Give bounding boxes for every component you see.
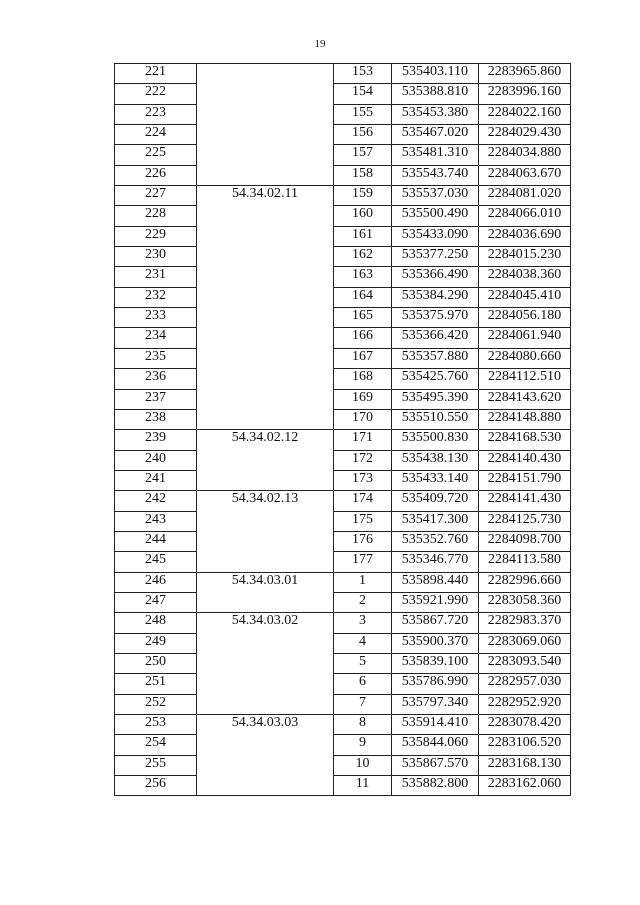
x-coordinate-cell: 535403.110: [392, 64, 479, 84]
page-number: 19: [314, 38, 326, 50]
point-number-cell: 168: [334, 369, 392, 389]
x-coordinate-cell: 535543.740: [392, 165, 479, 185]
row-number-cell: 242: [115, 491, 197, 511]
point-number-cell: 7: [334, 694, 392, 714]
point-number-cell: 171: [334, 430, 392, 450]
row-number-cell: 232: [115, 287, 197, 307]
y-coordinate-cell: 2284029.430: [479, 125, 571, 145]
row-number-cell: 250: [115, 653, 197, 673]
table-row: [115, 226, 571, 246]
x-coordinate-cell: 535384.290: [392, 287, 479, 307]
row-number-cell: 249: [115, 633, 197, 653]
table-row: [115, 430, 571, 450]
table-row: [115, 287, 571, 307]
point-number-cell: 177: [334, 552, 392, 572]
y-coordinate-cell: 2284125.730: [479, 511, 571, 531]
row-number-cell: 228: [115, 206, 197, 226]
row-number-cell: 231: [115, 267, 197, 287]
point-number-cell: 6: [334, 674, 392, 694]
table-row: [115, 735, 571, 755]
table-row: [115, 633, 571, 653]
point-number-cell: 163: [334, 267, 392, 287]
x-coordinate-cell: 535346.770: [392, 552, 479, 572]
x-coordinate-cell: 535366.420: [392, 328, 479, 348]
x-coordinate-cell: 535495.390: [392, 389, 479, 409]
table-row: [115, 694, 571, 714]
row-number-cell: 256: [115, 776, 197, 796]
row-number-cell: 226: [115, 165, 197, 185]
x-coordinate-cell: 535388.810: [392, 84, 479, 104]
y-coordinate-cell: 2284061.940: [479, 328, 571, 348]
row-number-cell: 243: [115, 511, 197, 531]
y-coordinate-cell: 2284056.180: [479, 308, 571, 328]
row-number-cell: 234: [115, 328, 197, 348]
point-number-cell: 175: [334, 511, 392, 531]
y-coordinate-cell: 2284034.880: [479, 145, 571, 165]
parcel-code-cell: 54.34.02.11: [197, 186, 334, 430]
point-number-cell: 157: [334, 145, 392, 165]
y-coordinate-cell: 2282952.920: [479, 694, 571, 714]
row-number-cell: 224: [115, 125, 197, 145]
table-row: [115, 572, 571, 592]
x-coordinate-cell: 535510.550: [392, 409, 479, 429]
row-number-cell: 222: [115, 84, 197, 104]
table-row: [115, 552, 571, 572]
table-row: [115, 450, 571, 470]
row-number-cell: 230: [115, 247, 197, 267]
point-number-cell: 5: [334, 653, 392, 673]
y-coordinate-cell: 2282983.370: [479, 613, 571, 633]
point-number-cell: 1: [334, 572, 392, 592]
row-number-cell: 255: [115, 755, 197, 775]
table-row: [115, 64, 571, 84]
table-row: [115, 145, 571, 165]
table-row: [115, 247, 571, 267]
y-coordinate-cell: 2284098.700: [479, 531, 571, 551]
point-number-cell: 154: [334, 84, 392, 104]
x-coordinate-cell: 535867.720: [392, 613, 479, 633]
point-number-cell: 155: [334, 104, 392, 124]
x-coordinate-cell: 535425.760: [392, 369, 479, 389]
x-coordinate-cell: 535839.100: [392, 653, 479, 673]
table-row: [115, 104, 571, 124]
y-coordinate-cell: 2284066.010: [479, 206, 571, 226]
table-row: [115, 328, 571, 348]
x-coordinate-cell: 535500.490: [392, 206, 479, 226]
row-number-cell: 244: [115, 531, 197, 551]
y-coordinate-cell: 2284063.670: [479, 165, 571, 185]
table-row: [115, 125, 571, 145]
parcel-code-cell: 54.34.02.12: [197, 430, 334, 491]
row-number-cell: 236: [115, 369, 197, 389]
point-number-cell: 161: [334, 226, 392, 246]
point-number-cell: 153: [334, 64, 392, 84]
row-number-cell: 235: [115, 348, 197, 368]
point-number-cell: 158: [334, 165, 392, 185]
row-number-cell: 253: [115, 715, 197, 735]
x-coordinate-cell: 535882.800: [392, 776, 479, 796]
x-coordinate-cell: 535481.310: [392, 145, 479, 165]
y-coordinate-cell: 2283093.540: [479, 653, 571, 673]
table-row: [115, 186, 571, 206]
y-coordinate-cell: 2284081.020: [479, 186, 571, 206]
point-number-cell: 4: [334, 633, 392, 653]
point-number-cell: 159: [334, 186, 392, 206]
y-coordinate-cell: 2284143.620: [479, 389, 571, 409]
row-number-cell: 223: [115, 104, 197, 124]
y-coordinate-cell: 2284036.690: [479, 226, 571, 246]
row-number-cell: 247: [115, 592, 197, 612]
x-coordinate-cell: 535453.380: [392, 104, 479, 124]
row-number-cell: 248: [115, 613, 197, 633]
table-row: [115, 491, 571, 511]
table-row: [115, 470, 571, 490]
x-coordinate-cell: 535921.990: [392, 592, 479, 612]
y-coordinate-cell: 2283069.060: [479, 633, 571, 653]
x-coordinate-cell: 535537.030: [392, 186, 479, 206]
x-coordinate-cell: 535417.300: [392, 511, 479, 531]
point-number-cell: 170: [334, 409, 392, 429]
point-number-cell: 11: [334, 776, 392, 796]
table-row: [115, 674, 571, 694]
point-number-cell: 156: [334, 125, 392, 145]
y-coordinate-cell: 2284080.660: [479, 348, 571, 368]
coordinate-table: [114, 63, 571, 796]
row-number-cell: 246: [115, 572, 197, 592]
parcel-code-cell: [197, 64, 334, 186]
row-number-cell: 252: [115, 694, 197, 714]
table-row: [115, 653, 571, 673]
table-row: [115, 409, 571, 429]
point-number-cell: 169: [334, 389, 392, 409]
x-coordinate-cell: 535352.760: [392, 531, 479, 551]
x-coordinate-cell: 535898.440: [392, 572, 479, 592]
x-coordinate-cell: 535467.020: [392, 125, 479, 145]
point-number-cell: 164: [334, 287, 392, 307]
row-number-cell: 240: [115, 450, 197, 470]
table-row: [115, 531, 571, 551]
point-number-cell: 160: [334, 206, 392, 226]
row-number-cell: 221: [115, 64, 197, 84]
x-coordinate-cell: 535500.830: [392, 430, 479, 450]
table-row: [115, 165, 571, 185]
parcel-code-cell: 54.34.03.02: [197, 613, 334, 715]
row-number-cell: 229: [115, 226, 197, 246]
y-coordinate-cell: 2284148.880: [479, 409, 571, 429]
row-number-cell: 227: [115, 186, 197, 206]
y-coordinate-cell: 2284038.360: [479, 267, 571, 287]
x-coordinate-cell: 535409.720: [392, 491, 479, 511]
y-coordinate-cell: 2284151.790: [479, 470, 571, 490]
y-coordinate-cell: 2283162.060: [479, 776, 571, 796]
table-row: [115, 755, 571, 775]
y-coordinate-cell: 2284112.510: [479, 369, 571, 389]
y-coordinate-cell: 2283996.160: [479, 84, 571, 104]
table-row: [115, 267, 571, 287]
y-coordinate-cell: 2284045.410: [479, 287, 571, 307]
row-number-cell: 238: [115, 409, 197, 429]
table-row: [115, 206, 571, 226]
x-coordinate-cell: 535433.090: [392, 226, 479, 246]
y-coordinate-cell: 2283965.860: [479, 64, 571, 84]
y-coordinate-cell: 2284113.580: [479, 552, 571, 572]
point-number-cell: 176: [334, 531, 392, 551]
x-coordinate-cell: 535377.250: [392, 247, 479, 267]
x-coordinate-cell: 535914.410: [392, 715, 479, 735]
parcel-code-cell: 54.34.02.13: [197, 491, 334, 572]
y-coordinate-cell: 2284140.430: [479, 450, 571, 470]
y-coordinate-cell: 2283078.420: [479, 715, 571, 735]
point-number-cell: 165: [334, 308, 392, 328]
x-coordinate-cell: 535844.060: [392, 735, 479, 755]
y-coordinate-cell: 2284141.430: [479, 491, 571, 511]
x-coordinate-cell: 535357.880: [392, 348, 479, 368]
row-number-cell: 245: [115, 552, 197, 572]
point-number-cell: 167: [334, 348, 392, 368]
parcel-code-cell: 54.34.03.03: [197, 715, 334, 796]
x-coordinate-cell: 535867.570: [392, 755, 479, 775]
row-number-cell: 254: [115, 735, 197, 755]
y-coordinate-cell: 2282996.660: [479, 572, 571, 592]
row-number-cell: 239: [115, 430, 197, 450]
point-number-cell: 173: [334, 470, 392, 490]
y-coordinate-cell: 2283106.520: [479, 735, 571, 755]
table-row: [115, 511, 571, 531]
parcel-code-cell: 54.34.03.01: [197, 572, 334, 613]
coordinate-table-body: [115, 64, 571, 796]
table-row: [115, 369, 571, 389]
point-number-cell: 166: [334, 328, 392, 348]
y-coordinate-cell: 2283058.360: [479, 592, 571, 612]
y-coordinate-cell: 2282957.030: [479, 674, 571, 694]
x-coordinate-cell: 535366.490: [392, 267, 479, 287]
y-coordinate-cell: 2284015.230: [479, 247, 571, 267]
table-row: [115, 84, 571, 104]
x-coordinate-cell: 535900.370: [392, 633, 479, 653]
row-number-cell: 237: [115, 389, 197, 409]
x-coordinate-cell: 535786.990: [392, 674, 479, 694]
row-number-cell: 251: [115, 674, 197, 694]
table-row: [115, 348, 571, 368]
y-coordinate-cell: 2284168.530: [479, 430, 571, 450]
point-number-cell: 10: [334, 755, 392, 775]
row-number-cell: 233: [115, 308, 197, 328]
point-number-cell: 162: [334, 247, 392, 267]
point-number-cell: 3: [334, 613, 392, 633]
row-number-cell: 241: [115, 470, 197, 490]
point-number-cell: 8: [334, 715, 392, 735]
point-number-cell: 174: [334, 491, 392, 511]
x-coordinate-cell: 535438.130: [392, 450, 479, 470]
y-coordinate-cell: 2284022.160: [479, 104, 571, 124]
point-number-cell: 9: [334, 735, 392, 755]
x-coordinate-cell: 535375.970: [392, 308, 479, 328]
y-coordinate-cell: 2283168.130: [479, 755, 571, 775]
table-row: [115, 715, 571, 735]
table-row: [115, 776, 571, 796]
table-row: [115, 308, 571, 328]
x-coordinate-cell: 535433.140: [392, 470, 479, 490]
table-row: [115, 613, 571, 633]
point-number-cell: 172: [334, 450, 392, 470]
row-number-cell: 225: [115, 145, 197, 165]
x-coordinate-cell: 535797.340: [392, 694, 479, 714]
table-row: [115, 389, 571, 409]
table-row: [115, 592, 571, 612]
point-number-cell: 2: [334, 592, 392, 612]
